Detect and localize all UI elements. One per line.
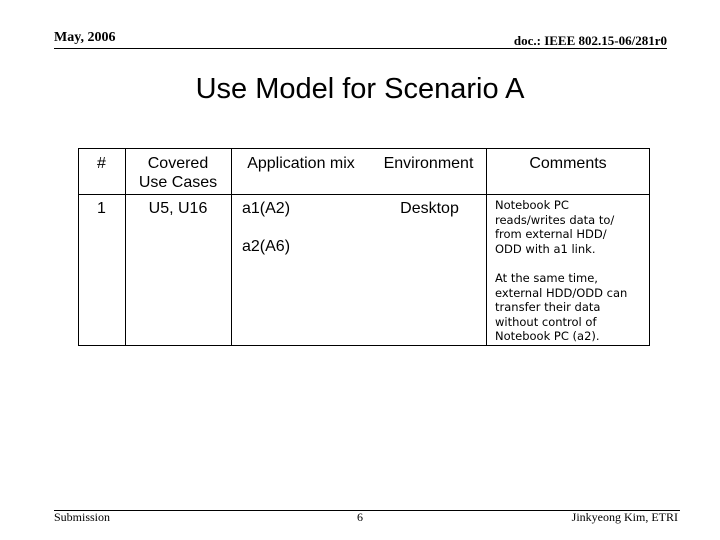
row1-comment-2 — [495, 271, 627, 344]
comment-line: Notebook PC — [495, 198, 569, 212]
header-environment: Environment — [383, 155, 474, 172]
row1-num: 1 — [97, 200, 106, 217]
header-date: May, 2006 — [54, 30, 116, 45]
use-model-table — [78, 148, 650, 346]
header-rule — [54, 48, 667, 49]
slide-title: Use Model for Scenario A — [195, 73, 525, 105]
page-number: 6 — [357, 510, 363, 524]
header-covered-line1: Covered — [147, 155, 209, 172]
comment-line: external HDD/ODD can — [495, 285, 628, 300]
col-divider — [486, 148, 487, 346]
row1-comment-1 — [495, 198, 614, 256]
row1-app-2: a2(A6) — [242, 238, 291, 255]
header-doc-id: doc.: IEEE 802.15-06/281r0 — [513, 33, 667, 48]
footer-author: Jinkyeong Kim, ETRI — [571, 510, 678, 524]
comment-line: without control of — [495, 314, 597, 329]
comment-line: ODD with a1 link. — [495, 241, 596, 256]
comment-line: reads/writes data to/ — [495, 212, 615, 227]
comment-line: Notebook PC (a2). — [495, 329, 600, 343]
col-divider — [231, 148, 232, 346]
header-application: Application mix — [247, 155, 355, 172]
header-covered-line2: Use Cases — [138, 174, 218, 191]
row1-covered: U5, U16 — [148, 200, 208, 217]
comment-line: transfer their data — [495, 300, 601, 314]
header-covered — [125, 154, 231, 192]
row1-environment: Desktop — [400, 200, 459, 217]
header-num: # — [97, 155, 106, 172]
footer-submission: Submission — [54, 510, 111, 524]
comment-line: from external HDD/ — [495, 227, 607, 241]
comment-line: At the same time, — [495, 271, 598, 285]
row1-app-1: a1(A2) — [242, 200, 291, 217]
header-divider — [78, 194, 650, 195]
header-comments: Comments — [529, 155, 607, 172]
